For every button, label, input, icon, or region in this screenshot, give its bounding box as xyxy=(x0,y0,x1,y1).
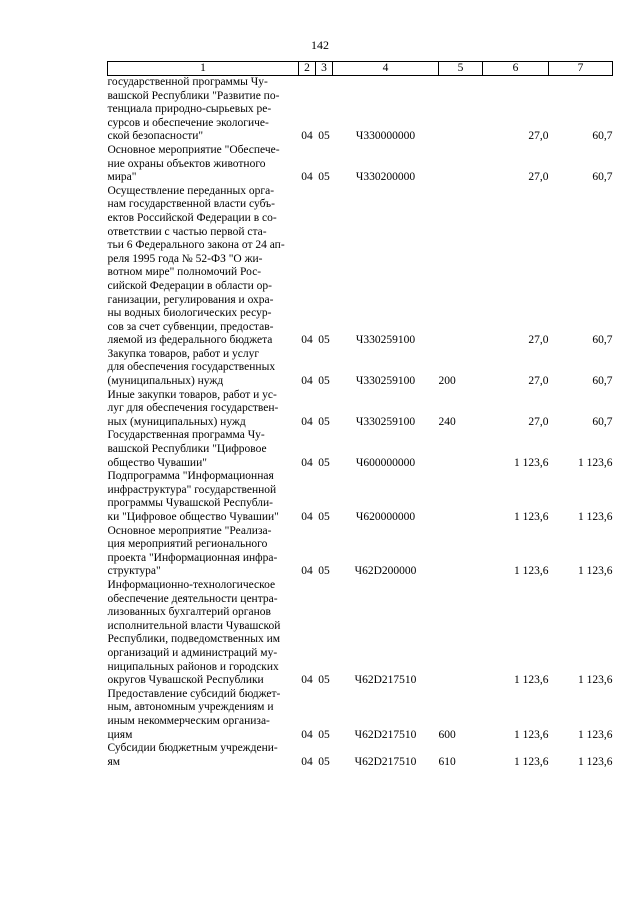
row-name-line: мира" xyxy=(107,171,137,184)
subsection-code: 05 xyxy=(318,456,330,469)
row-name-line: ектов Российской Федерации в со- xyxy=(107,211,277,224)
row-name-line: нам государственной власти субъ- xyxy=(107,198,275,211)
subsection-code: 05 xyxy=(318,334,330,347)
subsection-code: 05 xyxy=(318,375,330,388)
row-name xyxy=(108,470,299,524)
target-article-code: Ч330259100 xyxy=(355,334,416,347)
row-name-line: Осуществление переданных орга- xyxy=(107,184,275,197)
section-code: 04 xyxy=(301,456,313,469)
column-header: 1 xyxy=(108,62,299,76)
table-row xyxy=(108,429,613,470)
row-name-line: ция мероприятий регионального xyxy=(107,538,268,551)
amount-year-1: 27,0 xyxy=(528,130,549,143)
target-article-code: Ч62D217510 xyxy=(354,674,417,687)
section-code: 04 xyxy=(301,334,313,347)
amount-year-2: 60,7 xyxy=(592,375,613,388)
amount-year-1: 1 123,6 xyxy=(514,728,549,741)
target-article-code: Ч62D217510 xyxy=(354,728,417,741)
row-name xyxy=(108,525,299,579)
section-code: 04 xyxy=(301,565,313,578)
amount-year-2: 1 123,6 xyxy=(578,728,613,741)
amount-year-1: 1 123,6 xyxy=(514,456,549,469)
expense-type-code xyxy=(439,579,483,688)
row-name-line: программы Чувашской Республи- xyxy=(107,497,274,510)
expense-type-code xyxy=(439,144,483,185)
row-name xyxy=(108,348,299,389)
row-name-line: обеспечение деятельности центра- xyxy=(107,592,278,605)
table-row xyxy=(108,389,613,430)
row-name-line: Основное мероприятие "Обеспече- xyxy=(107,143,280,156)
amount-year-1: 1 123,6 xyxy=(514,565,549,578)
amount-year-1: 27,0 xyxy=(528,415,549,428)
header-row xyxy=(108,62,613,76)
table-row xyxy=(108,470,613,524)
table-row xyxy=(108,742,613,769)
subsection-code: 05 xyxy=(318,511,330,523)
row-name-line: инфраструктура" государственной xyxy=(107,483,277,496)
section-code: 04 xyxy=(301,375,313,388)
expense-type-code: 240 xyxy=(438,415,456,428)
row-name-line: исполнительной власти Чувашской xyxy=(107,619,281,632)
row-name-line: ганизации, регулирования и охра- xyxy=(107,293,274,306)
row-name-line: округов Чувашской Республики xyxy=(107,674,264,687)
table-row xyxy=(108,688,613,742)
row-name xyxy=(108,76,299,144)
row-name-line: для обеспечения государственных xyxy=(107,361,276,374)
row-name-line: Республики, подведомственных им xyxy=(107,633,281,646)
column-header: 3 xyxy=(316,62,333,76)
amount-year-1: 27,0 xyxy=(528,171,549,184)
row-name-line: государственной программы Чу- xyxy=(107,76,268,88)
row-name xyxy=(108,688,299,742)
row-name-line: ных (муниципальных) нужд xyxy=(107,415,246,428)
column-header: 7 xyxy=(549,62,613,76)
row-name-line: организаций и администраций му- xyxy=(107,646,278,659)
subsection-code: 05 xyxy=(318,415,330,428)
subsection-code: 05 xyxy=(318,728,330,741)
row-name-line: Иные закупки товаров, работ и ус- xyxy=(107,388,277,401)
section-code: 04 xyxy=(301,130,313,143)
target-article-code: Ч330259100 xyxy=(355,375,416,388)
amount-year-2: 60,7 xyxy=(592,171,613,184)
expense-type-code xyxy=(439,470,483,524)
budget-table xyxy=(107,61,613,769)
row-name-line: Государственная программа Чу- xyxy=(107,429,265,442)
row-name-line: реля 1995 года № 52-ФЗ "О жи- xyxy=(107,252,263,265)
expense-type-code: 610 xyxy=(438,755,456,768)
expense-type-code xyxy=(439,76,483,144)
row-name-line: сов за счет субвенции, предостав- xyxy=(107,320,274,333)
expense-type-code xyxy=(439,429,483,470)
row-name-line: Предоставление субсидий бюджет- xyxy=(107,687,281,700)
section-code: 04 xyxy=(301,511,313,523)
row-name-line: ны водных биологических ресур- xyxy=(107,307,272,320)
target-article-code: Ч62D217510 xyxy=(354,755,417,768)
page-number: 142 xyxy=(311,38,329,52)
row-name-line: ям xyxy=(107,755,121,768)
row-name-line: вашской Республики "Развитие по- xyxy=(107,89,280,102)
amount-year-2: 1 123,6 xyxy=(578,755,613,768)
section-code: 04 xyxy=(301,728,313,741)
subsection-code: 05 xyxy=(318,674,330,687)
row-name-line: Субсидии бюджетным учреждени- xyxy=(107,742,278,755)
column-header: 4 xyxy=(333,62,439,76)
table-row xyxy=(108,348,613,389)
table-row xyxy=(108,185,613,348)
expense-type-code xyxy=(439,525,483,579)
section-code: 04 xyxy=(301,674,313,687)
row-name-line: вотном мире" полномочий Рос- xyxy=(107,266,262,279)
row-name-line: тьи 6 Федерального закона от 24 ап- xyxy=(107,239,285,252)
target-article-code: Ч600000000 xyxy=(355,456,416,469)
section-code: 04 xyxy=(301,755,313,768)
row-name-line: ской безопасности" xyxy=(107,130,204,143)
target-article-code: Ч62D200000 xyxy=(354,565,417,578)
table-row xyxy=(108,144,613,185)
table-row xyxy=(108,525,613,579)
expense-type-code: 200 xyxy=(438,375,456,388)
row-name-line: сийской Федерации в области ор- xyxy=(107,279,272,292)
target-article-code: Ч620000000 xyxy=(355,511,416,523)
amount-year-1: 1 123,6 xyxy=(514,755,549,768)
subsection-code: 05 xyxy=(318,755,330,768)
row-name-line: ки "Цифровое общество Чувашии" xyxy=(107,511,279,523)
row-name-line: вашской Республики "Цифровое xyxy=(107,443,267,456)
row-name-line: Информационно-технологическое xyxy=(107,578,276,591)
row-name xyxy=(108,144,299,185)
column-header: 6 xyxy=(483,62,549,76)
amount-year-1: 27,0 xyxy=(528,375,549,388)
row-name-line: луг для обеспечения государствен- xyxy=(107,402,279,415)
amount-year-2: 60,7 xyxy=(592,334,613,347)
row-name xyxy=(108,185,299,348)
row-name-line: сурсов и обеспечение экологиче- xyxy=(107,116,269,129)
table-row xyxy=(108,579,613,688)
row-name-line: общество Чувашии" xyxy=(107,456,207,469)
table-row xyxy=(108,76,613,144)
target-article-code: Ч330200000 xyxy=(355,171,416,184)
row-name-line: Основное мероприятие "Реализа- xyxy=(107,524,272,537)
amount-year-2: 60,7 xyxy=(592,415,613,428)
row-name xyxy=(108,389,299,430)
expense-type-code xyxy=(439,185,483,348)
row-name xyxy=(108,579,299,688)
expense-type-code: 600 xyxy=(438,728,456,741)
row-name-line: ляемой из федерального бюджета xyxy=(107,334,273,347)
amount-year-2: 1 123,6 xyxy=(578,674,613,687)
row-name-line: циям xyxy=(107,728,133,741)
amount-year-1: 1 123,6 xyxy=(514,511,549,523)
target-article-code: Ч330000000 xyxy=(355,130,416,143)
target-article-code: Ч330259100 xyxy=(355,415,416,428)
amount-year-1: 27,0 xyxy=(528,334,549,347)
row-name-line: (муниципальных) нужд xyxy=(107,375,224,388)
row-name-line: Подпрограмма "Информационная xyxy=(107,470,274,483)
column-header: 5 xyxy=(439,62,483,76)
row-name-line: иным некоммерческим организа- xyxy=(107,714,270,727)
row-name-line: ниципальных районов и городских xyxy=(107,660,279,673)
amount-year-2: 60,7 xyxy=(592,130,613,143)
row-name-line: ным, автономным учреждениям и xyxy=(107,701,274,714)
row-name-line: проекта "Информационная инфра- xyxy=(107,551,278,564)
row-name-line: тенциала природно-сырьевых ре- xyxy=(107,103,272,116)
row-name-line: ответствии с частью первой ста- xyxy=(107,225,267,238)
section-code: 04 xyxy=(301,415,313,428)
amount-year-2: 1 123,6 xyxy=(578,456,613,469)
column-header: 2 xyxy=(299,62,316,76)
subsection-code: 05 xyxy=(318,130,330,143)
subsection-code: 05 xyxy=(318,565,330,578)
row-name xyxy=(108,742,299,769)
row-name-line: Закупка товаров, работ и услуг xyxy=(107,347,260,360)
row-name xyxy=(108,429,299,470)
row-name-line: структура" xyxy=(107,565,161,578)
row-name-line: ние охраны объектов животного xyxy=(107,157,266,170)
amount-year-2: 1 123,6 xyxy=(578,511,613,523)
section-code: 04 xyxy=(301,171,313,184)
row-name-line: лизованных бухгалтерий органов xyxy=(107,606,271,619)
amount-year-2: 1 123,6 xyxy=(578,565,613,578)
subsection-code: 05 xyxy=(318,171,330,184)
amount-year-1: 1 123,6 xyxy=(514,674,549,687)
